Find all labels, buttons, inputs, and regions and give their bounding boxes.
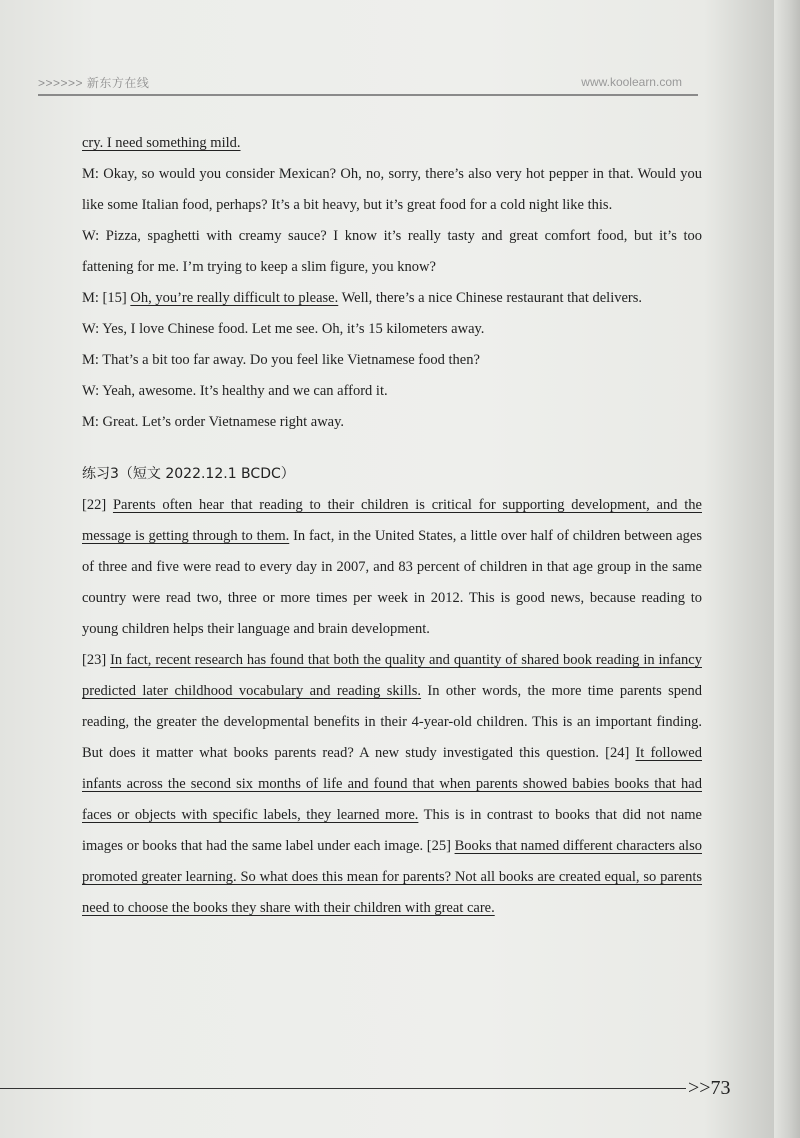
dialogue-line: M: That’s a bit too far away. Do you feel like Vietnamese food then? [82, 352, 480, 368]
footer-rule [0, 1088, 686, 1089]
underlined-text: Oh, you’re really difficult to please. [130, 290, 339, 306]
underlined-text: In fact, recent research has found that both the quality and quantity of shared book reading in infancy predicted later childhood vocabulary and reading skills. [82, 652, 702, 699]
dialogue-line: M: Great. Let’s order Vietnamese right away. [82, 414, 345, 430]
section-heading: 练习3（短文 2022.12.1 BCDC） [82, 466, 295, 482]
passage-text: In other words, the more time parents spend reading, the greater the developmental benefits in their 4-year-old children. This is an important finding. But does it matter what books parents read? A new study investigated this question. [24] [82, 683, 702, 761]
underlined-text: Parents often hear that reading to their children is critical for supporting development, and the message is getting through to them. [82, 497, 702, 544]
header-brand: >>>>>> 新东方在线 [38, 76, 150, 90]
dialogue-line: M: Okay, so would you consider Mexican? Oh, no, sorry, there’s also very hot pepper in that. Would you like some Italian food, perhaps? It’s a bit heavy, but it’s great food for a cold night like this. [82, 166, 702, 213]
underlined-text: Books that named different characters also promoted greater learning. So what does this mean for parents? Not all books are created equal, so parents need to choose the books they share with their children with great care. [82, 838, 702, 916]
passage-text: In fact, in the United States, a little over half of children between ages of three and five were read to every day in 2007, and 83 percent of children in that age group in the same country were read two, three or more times per week in 2012. This is good news, because reading to young children helps their language and brain development. [82, 528, 702, 637]
dialogue-line [82, 283, 702, 314]
underlined-text: It followed infants across the second six months of life and found that when parents showed babies books that had faces or objects with specific labels, they learned more. [82, 745, 702, 823]
passage-paragraph [82, 645, 702, 924]
passage-paragraph [82, 490, 702, 645]
dialogue-line: W: Pizza, spaghetti with creamy sauce? I know it’s really tasty and great comfort food, but it’s too fattening for me. I’m trying to keep a slim figure, you know? [82, 228, 702, 275]
dialogue-line: W: Yeah, awesome. It’s healthy and we can afford it. [82, 383, 388, 399]
dialogue-text: Well, there’s a nice Chinese restaurant that delivers. [338, 290, 643, 306]
page-body [82, 128, 702, 924]
question-label: [23] [82, 652, 111, 668]
dialogue-line: W: Yes, I love Chinese food. Let me see. Oh, it’s 15 kilometers away. [82, 321, 485, 337]
question-label: [22] [82, 497, 113, 513]
header-website: www.koolearn.com [581, 75, 682, 89]
passage-text: This is in contrast to books that did not name images or books that had the same label under each image. [25] [82, 807, 702, 854]
page-number: >>73 [688, 1077, 731, 1099]
page-edge-shadow [774, 0, 800, 1138]
dialogue-line [82, 128, 702, 159]
page-header [38, 72, 698, 96]
speaker-tag: M: [15] [82, 290, 131, 306]
underlined-text: cry. I need something mild. [82, 135, 241, 151]
